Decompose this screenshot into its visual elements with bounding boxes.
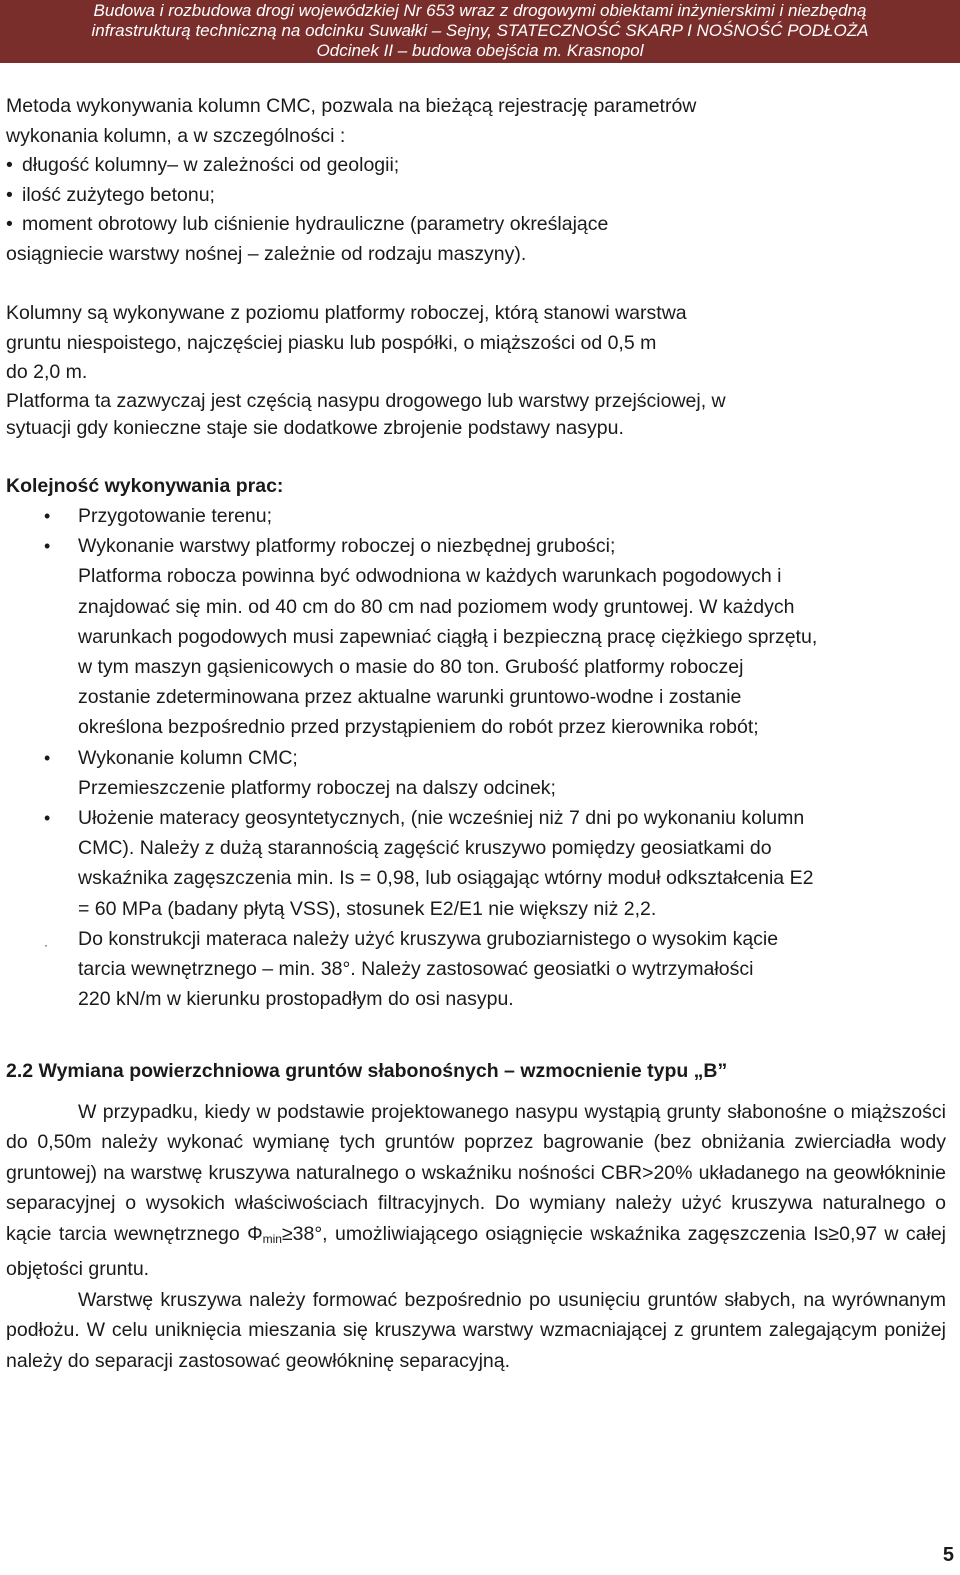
section-heading: 2.2 Wymiana powierzchniowa gruntów słabonośnych – wzmocnienie typu „B”	[6, 1060, 728, 1083]
intro-bullet-1: • długość kolumny– w zależności od geologii;	[6, 151, 946, 181]
intro-line-2: wykonania kolumn, a w szczególności :	[6, 124, 346, 147]
header-line-2: infrastrukturą techniczną na odcinku Suwałki – Sejny, STATECZNOŚĆ SKARP I NOŚNOŚĆ PODŁOŻA	[91, 21, 869, 40]
list-item: · Do konstrukcji materaca należy użyć kruszywa gruboziarnistego o wysokim kącie	[6, 924, 946, 954]
list-item-continuation: znajdować się min. od 40 cm do 80 cm nad poziomem wody gruntowej. W każdych	[78, 595, 795, 618]
intro-bullet-2: • ilość zużytego betonu;	[6, 181, 946, 211]
bullet-icon: •	[6, 213, 13, 235]
list-item-continuation: Platforma robocza powinna być odwodniona w każdych warunkach pogodowych i	[78, 565, 782, 588]
list-item-continuation: Przemieszczenie platformy roboczej na dalszy odcinek;	[78, 776, 556, 799]
section-paragraph-1: W przypadku, kiedy w podstawie projektowanego nasypu wystąpią grunty słabonośne o miąższości do 0,50m należy wykonać wymianę tych gruntów poprzez bagrowanie (bez obniżania zwierciadła wody gruntowej) na warstwę kruszywa naturalnego o wskaźniku nośności CBR>20% układanego na geowłókninie separacyjnej o wysokich właściwościach filtracyjnych. Do wymiany należy użyć kruszywa naturalnego o kącie tarcia wewnętrznego $\Phi_{min}\ge 38^\circ$, umożliwiającego osiągnięcie wskaźnika zagęszczenia Is≥0,97 w całej objętości gruntu.	[6, 1100, 946, 1281]
columns-para-line-3: do 2,0 m.	[6, 361, 88, 383]
list-item-continuation: tarcia wewnętrznego – min. 38°. Należy zastosować geosiatki o wytrzymałości	[78, 958, 754, 981]
platform-para-line-2: sytuacji gdy konieczne staje sie dodatkowe zbrojenie podstawy nasypu.	[6, 416, 624, 439]
page-number: 5	[942, 1544, 954, 1566]
document-body	[6, 92, 946, 1376]
sequence-list	[6, 501, 946, 1014]
bullet-icon: •	[6, 183, 13, 206]
bullet-icon: •	[44, 506, 51, 526]
list-item-continuation: 220 kN/m w kierunku prostopadłym do osi nasypu.	[78, 988, 514, 1011]
platform-para-line-1: Platforma ta zazwyczaj jest częścią nasypu drogowego lub warstwy przejściowej, w	[6, 389, 726, 412]
header-line-1: Budowa i rozbudowa drogi wojewódzkiej Nr 653 wraz z drogowymi obiektami inżynierskimi i niezbędną	[93, 1, 867, 20]
intro-line-1: Metoda wykonywania kolumn CMC, pozwala na bieżącą rejestrację parametrów	[6, 95, 697, 117]
list-item-continuation: = 60 MPa (badany płytą VSS), stosunek E2/E1 nie większy niż 2,2.	[78, 897, 657, 920]
header-line-3: Odcinek II – budowa obejścia m. Krasnopol	[316, 41, 644, 60]
columns-para-line-2: gruntu niespoistego, najczęściej piasku lub pospółki, o miąższości od 0,5 m	[6, 331, 657, 354]
bullet-icon: •	[44, 808, 51, 829]
bullet-icon: •	[44, 536, 51, 557]
list-item: • Wykonanie warstwy platformy roboczej o niezbędnej grubości;	[6, 531, 946, 561]
list-item-continuation: wskaźnika zagęszczenia min. Is = 0,98, lub osiągając wtórny moduł odkształcenia E2	[78, 867, 814, 890]
bullet-icon: •	[6, 154, 13, 176]
list-item: • Wykonanie kolumn CMC;	[6, 743, 946, 773]
intro-bullet-continuation: osiągniecie warstwy nośnej – zależnie od rodzaju maszyny).	[6, 242, 527, 265]
section-paragraph-2: Warstwę kruszywa należy formować bezpośrednio po usunięciu gruntów słabych, na wyrównanym podłożu. W celu uniknięcia mieszania się kruszywa warstwy wzmacniającej z gruntem zalegającym poniżej należy do separacji zastosować geowłókninę separacyjną.	[6, 1288, 946, 1372]
bullet-icon: •	[44, 747, 51, 768]
small-bullet-icon: ·	[44, 937, 48, 952]
list-item-continuation: zostanie zdeterminowana przez aktualne warunki gruntowo-wodne i zostanie	[78, 686, 742, 709]
list-item-continuation: określona bezpośrednio przed przystąpieniem do robót przez kierownika robót;	[78, 716, 759, 739]
list-item-continuation: CMC). Należy z dużą starannością zagęścić kruszywo pomiędzy geosiatkami do	[78, 837, 772, 860]
list-item: • Przygotowanie terenu;	[6, 501, 946, 531]
intro-bullet-3: • moment obrotowy lub ciśnienie hydrauliczne (parametry określające	[6, 210, 946, 240]
list-item-continuation: w tym maszyn gąsienicowych o masie do 80 ton. Grubość platformy roboczej	[78, 656, 744, 679]
document-header	[0, 0, 960, 63]
columns-para-line-1: Kolumny są wykonywane z poziomu platformy roboczej, którą stanowi warstwa	[6, 302, 687, 324]
list-item: • Ułożenie materacy geosyntetycznych, (nie wcześniej niż 7 dni po wykonaniu kolumn	[6, 803, 946, 833]
sequence-heading: Kolejność wykonywania prac:	[6, 474, 284, 497]
list-item-continuation: warunkach pogodowych musi zapewniać ciągłą i bezpieczną pracę ciężkiego sprzętu,	[78, 625, 818, 648]
